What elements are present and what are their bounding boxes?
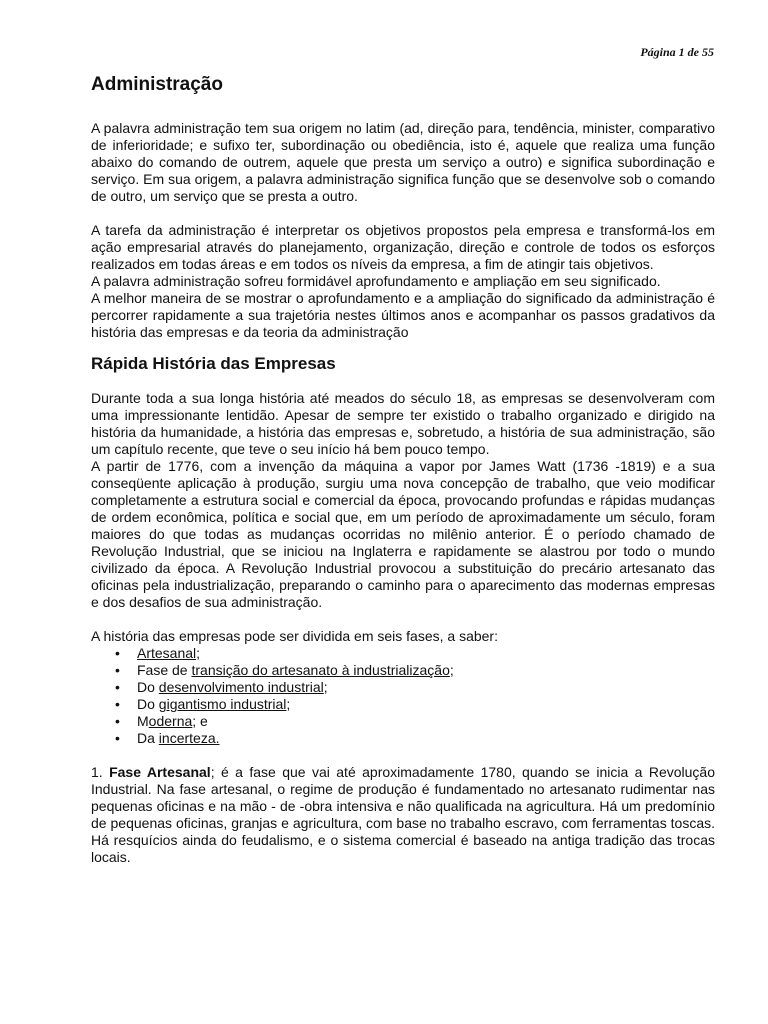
phase-1-paragraph: 1. Fase Artesanal; é a fase que vai até aproximadamente 1780, quando se inicia a Revolução Industrial. Na fase artesanal, o regime de produção é fundamentado no artesanato rudimentar nas pequenas oficinas e na mão - de -obra intensiva e não qualificada na agricultura. Há um predomínio de pequenas oficinas, granjas e agricultura, com base no trabalho escravo, com ferramentas toscas. Há resquícios ainda do feudalismo, e o sistema comercial é baseado na antiga tradição das trocas locais. [91, 764, 715, 865]
list-item: • Fase de transição do artesanato à industrialização; [115, 662, 454, 678]
phases-list [91, 645, 715, 747]
phase-link[interactable]: oderna [148, 713, 193, 729]
bullet-icon: • [115, 696, 120, 712]
phase-link[interactable]: incerteza. [158, 730, 220, 746]
phase-link[interactable]: desenvolvimento industrial [158, 679, 324, 695]
bullet-icon: • [115, 713, 120, 729]
history-paragraph-1: Durante toda a sua longa história até meados do século 18, as empresas se desenvolveram com uma impressionante lentidão. Apesar de sempre ter existido o trabalho organizado e dirigido na história da humanidade, a história das empresas e, sobretudo, a história de sua administração, são um capítulo recente, que teve o seu início há bem pouco tempo. [91, 390, 715, 457]
bullet-icon: • [115, 730, 120, 746]
list-item: • Do gigantismo industrial; [115, 696, 291, 712]
bullet-icon: • [115, 645, 120, 661]
list-item: • Do desenvolvimento industrial; [115, 679, 328, 695]
phases-intro: A história das empresas pode ser dividida em seis fases, a saber: [91, 628, 498, 644]
list-item: • Moderna; e [115, 713, 208, 729]
document-body [91, 72, 715, 866]
intro-paragraph-3: A palavra administração sofreu formidável aprofundamento e ampliação em seu significado. [91, 273, 661, 289]
page-number: Página 1 de 55 [640, 45, 714, 59]
section-heading: Rápida História das Empresas [91, 354, 336, 373]
history-paragraph-2: A partir de 1776, com a invenção da máquina a vapor por James Watt (1736 -1819) e a sua conseqüente aplicação à produção, surgiu uma nova concepção de trabalho, que veio modificar completamente a estrutura social e comercial da época, provocando profundas e rápidas mudanças de ordem econômica, política e social que, em um período de aproximadamente um século, foram maiores do que todas as mudanças ocorridas no milênio anterior. É o período chamado de Revolução Industrial, que se iniciou na Inglaterra e rapidamente se alastrou por todo o mundo civilizado da época. A Revolução Industrial provocou a substituição do precário artesanato das oficinas pela industrialização, preparando o caminho para o aparecimento das modernas empresas e dos desafios de sua administração. [91, 458, 715, 610]
bullet-icon: • [115, 662, 120, 678]
intro-paragraph-2: A tarefa da administração é interpretar os objetivos propostos pela empresa e transformá-los em ação empresarial através do planejamento, organização, direção e controle de todos os esforços realizados em todas áreas e em todos os níveis da empresa, a fim de atingir tais objetivos. [91, 222, 715, 272]
phase-link[interactable]: transição do artesanato à industrialização [191, 662, 450, 678]
phase-link[interactable]: Artesanal; [137, 645, 201, 661]
document-title: Administração [91, 74, 223, 95]
intro-paragraph-4: A melhor maneira de se mostrar o aprofundamento e a ampliação do significado da administração é percorrer rapidamente a sua trajetória nestes últimos anos e acompanhar os passos gradativos da história das empresas e da teoria da administração [91, 290, 715, 340]
phase-link[interactable]: gigantismo industrial [158, 696, 287, 712]
list-item: • Da incerteza. [115, 730, 220, 746]
intro-paragraph-1: A palavra administração tem sua origem no latim (ad, direção para, tendência, minister, comparativo de inferioridade; e sufixo ter, subordinação ou obediência, isto é, aquele que realiza uma função abaixo do comando de outrem, aquele que presta um serviço a outro) e significa subordinação e serviço. Em sua origem, a palavra administração significa função que se desenvolve sob o comando de outro, um serviço que se presta a outro. [91, 120, 715, 204]
phase-1-name: Fase Artesanal [109, 764, 211, 780]
bullet-icon: • [115, 679, 120, 695]
list-item [115, 645, 715, 662]
